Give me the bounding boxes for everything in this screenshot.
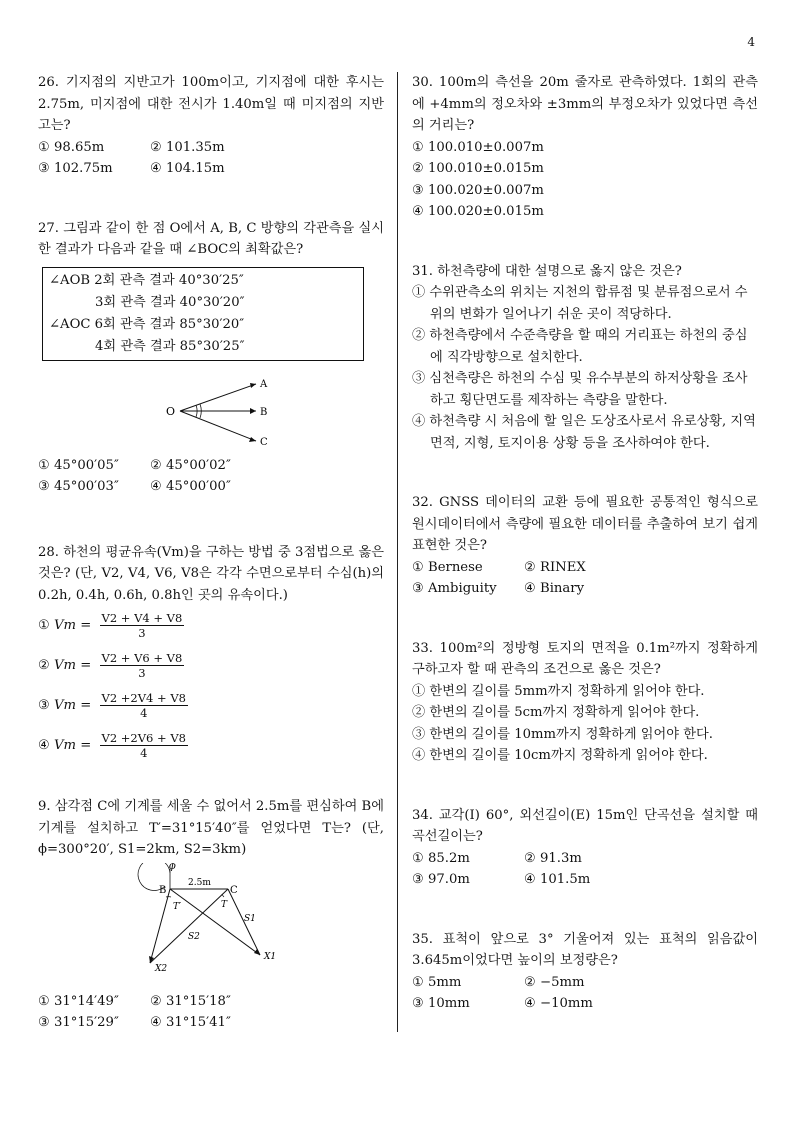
option-1[interactable]: ① 5mm [412, 974, 462, 990]
numerator: V2 +2V4 + V8 [101, 691, 186, 705]
option-4[interactable]: ④ 104.15m [150, 161, 225, 176]
right-column [412, 72, 758, 1015]
question-33 [412, 638, 758, 767]
question-stem: 34. 교각(I) 60°, 외선길이(E) 15m인 단곡선을 설치할 때 곡선길이는? [412, 807, 758, 844]
phi-label: ϕ [169, 862, 176, 872]
denominator: 3 [138, 666, 146, 680]
t-prime-label: T′ [173, 901, 182, 912]
formula-option-4[interactable] [38, 726, 384, 766]
point-c-label: C [230, 884, 238, 896]
question-stem: 35. 표척이 앞으로 3° 기울어져 있는 표척의 읽음값이 3.645m이었다면 높이의 보정량은? [412, 931, 758, 968]
numerator: V2 + V4 + V8 [101, 611, 183, 625]
question-32 [412, 492, 758, 600]
fraction [100, 611, 185, 640]
option-4[interactable]: ④ 101.5m [524, 872, 591, 887]
observation-line: ∠AOC 6회 관측 결과 85°30′20″ [49, 316, 245, 332]
fraction [100, 651, 185, 680]
observation-line: ∠AOB 2회 관측 결과 40°30′25″ [49, 272, 244, 288]
option-1[interactable]: ① 100.010±0.007m [412, 139, 544, 155]
question-stem: 33. 100m²의 정방형 토지의 면적을 0.1m²까지 정확하게 구하고자 할 때 관측의 조건으로 옳은 것은? [412, 640, 758, 677]
option-2[interactable]: ② −5mm [524, 974, 585, 990]
option-2[interactable]: ② 한변의 길이를 5cm까지 정확하게 읽어야 한다. [412, 705, 700, 720]
option-2[interactable]: ② 91.3m [524, 850, 582, 866]
point-b-label: B [159, 884, 167, 896]
option-2[interactable]: ② RINEX [524, 559, 586, 575]
option-4[interactable]: ④ Binary [524, 581, 585, 596]
option-number: ③ [38, 698, 50, 713]
question-stem: 26. 기지점의 지반고가 100m이고, 기지점에 대한 후시는 2.75m, 미지점에 대한 전시가 1.40m일 때 미지점의 지반고는? [38, 75, 384, 133]
point-a-label: A [260, 378, 268, 390]
s1-label: S1 [244, 913, 256, 924]
question-28 [38, 542, 384, 767]
s2-label: S2 [188, 931, 200, 942]
question-26 [38, 72, 384, 180]
option-4[interactable]: ④ 100.020±0.015m [412, 204, 544, 219]
observation-line: 3회 관측 결과 40°30′20″ [95, 294, 245, 310]
option-3[interactable]: ③ 45°00′03″ [38, 479, 119, 494]
option-1[interactable]: ① 85.2m [412, 850, 470, 866]
question-31 [412, 261, 758, 455]
option-4[interactable]: ④ −10mm [524, 996, 593, 1011]
option-3[interactable]: ③ 102.75m [38, 161, 113, 176]
option-4[interactable]: ④ 한변의 길이를 10cm까지 정확하게 읽어야 한다. [412, 748, 708, 763]
option-3[interactable]: ③ 31°15′29″ [38, 1015, 119, 1030]
option-3[interactable]: ③ 100.020±0.007m [412, 182, 544, 198]
option-3[interactable]: ③ 97.0m [412, 872, 470, 887]
option-number: ① [38, 618, 50, 633]
option-1[interactable]: ① 한변의 길이를 5mm까지 정확하게 읽어야 한다. [412, 683, 705, 699]
fraction [100, 691, 188, 720]
option-3[interactable]: ③ 심천측량은 하천의 수심 및 유수부분의 하저상황을 조사하고 횡단면도를 제작하는 측량을 말한다. [412, 371, 748, 408]
option-3[interactable]: ③ 10mm [412, 996, 470, 1011]
left-column [38, 72, 384, 1034]
question-stem: 31. 하천측량에 대한 설명으로 옳지 않은 것은? [412, 263, 682, 279]
denominator: 4 [140, 746, 148, 760]
formula-option-1[interactable] [38, 606, 384, 646]
option-3[interactable]: ③ Ambiguity [412, 581, 497, 596]
option-2[interactable]: ② 101.35m [150, 139, 225, 155]
question-stem: 32. GNSS 데이터의 교환 등에 필요한 공통적인 형식으로 원시데이터에서 측량에 필요한 데이터를 추출하여 보기 쉽게 표현한 것은? [412, 495, 758, 553]
formula-option-2[interactable] [38, 646, 384, 686]
option-2[interactable]: ② 100.010±0.015m [412, 161, 544, 176]
option-1[interactable]: ① Bernese [412, 559, 483, 575]
numerator: V2 + V6 + V8 [101, 651, 183, 665]
formula-lhs: Vm = [54, 658, 92, 673]
option-1[interactable]: ① 45°00′05″ [38, 457, 119, 473]
option-4[interactable]: ④ 하천측량 시 처음에 할 일은 도상조사로서 유로상황, 지역면적, 지형, 토지이용 상황 등을 조사하여야 한다. [412, 414, 756, 451]
column-divider [397, 72, 398, 1032]
question-stem: 30. 100m의 측선을 20m 줄자로 관측하였다. 1회의 관측에 +4mm의 정오차와 ±3mm의 부정오차가 있었다면 측선의 거리는? [412, 75, 758, 133]
formula-lhs: Vm = [54, 698, 92, 713]
denominator: 4 [140, 706, 148, 720]
option-4[interactable]: ④ 45°00′00″ [150, 479, 231, 494]
option-1[interactable]: ① 수위관측소의 위치는 지천의 합류점 및 분류점으로서 수위의 변화가 일어나기 쉬운 곳이 적당하다. [412, 285, 748, 322]
question-30 [412, 72, 758, 223]
formula-lhs: Vm = [54, 738, 92, 753]
angle-figure [38, 371, 384, 451]
option-1[interactable]: ① 98.65m [38, 139, 105, 155]
question-29 [38, 796, 384, 1034]
fraction [100, 731, 188, 760]
observation-line: 4회 관측 결과 85°30′25″ [95, 338, 245, 354]
option-2[interactable]: ② 45°00′02″ [150, 457, 231, 473]
x1-label: X1 [264, 951, 277, 962]
page-number: 4 [747, 35, 755, 49]
point-c-label: C [260, 436, 268, 448]
option-1[interactable]: ① 31°14′49″ [38, 993, 119, 1009]
question-stem: 27. 그림과 같이 한 점 O에서 A, B, C 방향의 각관측을 실시한 결과가 다음과 같을 때 ∠BOC의 최확값은? [38, 220, 384, 257]
question-stem: 9. 삼각점 C에 기계를 세울 수 없어서 2.5m를 편심하여 B에 기계를 설치하고 T′=31°15′40″를 얻었다면 T는? (단, ϕ=300°20′, S1=2km, S2=3km) [38, 799, 384, 857]
formula-option-3[interactable] [38, 686, 384, 726]
distance-label: 2.5m [188, 877, 211, 888]
question-34 [412, 805, 758, 891]
option-4[interactable]: ④ 31°15′41″ [150, 1015, 231, 1030]
question-27 [38, 218, 384, 498]
option-2[interactable]: ② 하천측량에서 수준측량을 할 때의 거리표는 하천의 중심에 직각방향으로 설치한다. [412, 328, 748, 365]
formula-lhs: Vm = [54, 618, 92, 633]
x2-label: X2 [155, 963, 168, 974]
point-b-label: B [260, 406, 268, 418]
numerator: V2 +2V6 + V8 [101, 731, 186, 745]
point-o-label: O [166, 404, 176, 418]
option-number: ② [38, 658, 50, 673]
eccentric-station-figure [38, 863, 384, 991]
observation-box [42, 267, 364, 361]
question-stem: 28. 하천의 평균유속(Vm)을 구하는 방법 중 3점법으로 옳은 것은? (단, V2, V4, V6, V8은 각각 수면으로부터 수심(h)의 0.2h, 0.4h, 0.6h, 0.8h인 곳의 유속이다.) [38, 544, 384, 603]
question-35 [412, 929, 758, 1015]
option-2[interactable]: ② 31°15′18″ [150, 993, 231, 1009]
option-number: ④ [38, 738, 50, 753]
denominator: 3 [138, 626, 146, 640]
t-label: T [221, 899, 228, 910]
option-3[interactable]: ③ 한변의 길이를 10mm까지 정확하게 읽어야 한다. [412, 726, 713, 742]
